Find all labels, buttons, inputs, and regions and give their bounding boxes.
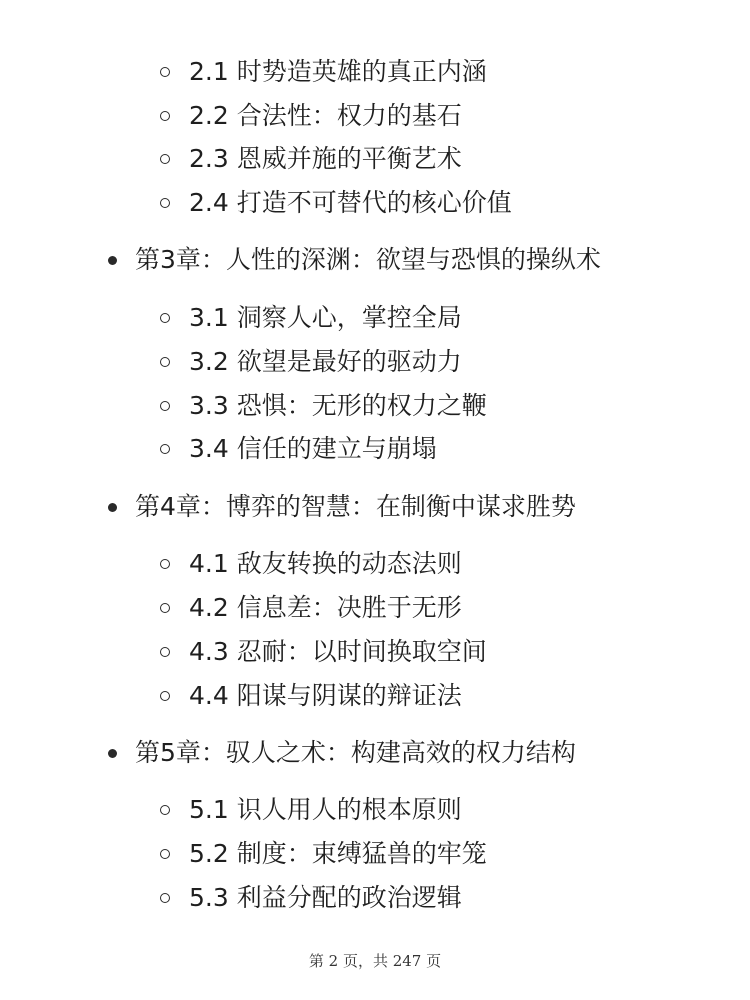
circle-bullet-icon [160,603,170,613]
chapter-title: 第5章：驭人之术：构建高效的权力结构 [135,738,576,767]
outline-item-section [160,100,462,132]
section-title: 3.1 洞察人心，掌控全局 [189,303,462,332]
section-title: 2.4 打造不可替代的核心价值 [189,188,512,217]
circle-bullet-icon [160,691,170,701]
section-title: 3.4 信任的建立与崩塌 [189,434,437,463]
outline-item-section [160,794,462,826]
section-title: 5.2 制度：束缚猛兽的牢笼 [189,839,487,868]
circle-bullet-icon [160,849,170,859]
section-title: 2.3 恩威并施的平衡艺术 [189,144,462,173]
outline-item-section [160,390,487,422]
circle-bullet-icon [160,805,170,815]
circle-bullet-icon [160,313,170,323]
outline-item-section [160,302,462,334]
circle-bullet-icon [160,647,170,657]
outline-item-section [160,592,462,624]
disc-bullet-icon [108,256,117,265]
outline-item-chapter [108,491,576,523]
circle-bullet-icon [160,401,170,411]
section-title: 3.3 恐惧：无形的权力之鞭 [189,391,487,420]
outline-item-section [160,433,437,465]
circle-bullet-icon [160,559,170,569]
section-title: 4.2 信息差：决胜于无形 [189,593,462,622]
outline-item-section [160,56,487,88]
circle-bullet-icon [160,893,170,903]
circle-bullet-icon [160,154,170,164]
chapter-title: 第3章：人性的深渊：欲望与恐惧的操纵术 [135,245,601,274]
outline-item-section [160,882,462,914]
section-title: 2.1 时势造英雄的真正内涵 [189,57,487,86]
section-title: 2.2 合法性：权力的基石 [189,101,462,130]
circle-bullet-icon [160,357,170,367]
section-title: 4.1 敌友转换的动态法则 [189,549,462,578]
circle-bullet-icon [160,67,170,77]
outline-item-section [160,636,487,668]
page-number-footer: 第 2 页，共 247 页 [308,952,442,970]
outline-item-section [160,187,512,219]
section-title: 4.4 阳谋与阴谋的辩证法 [189,681,462,710]
section-title: 5.1 识人用人的根本原则 [189,795,462,824]
outline-item-chapter [108,244,601,276]
outline-item-section [160,680,462,712]
disc-bullet-icon [108,749,117,758]
outline-item-section [160,346,462,378]
section-title: 3.2 欲望是最好的驱动力 [189,347,462,376]
circle-bullet-icon [160,444,170,454]
outline-item-chapter [108,737,576,769]
disc-bullet-icon [108,503,117,512]
circle-bullet-icon [160,111,170,121]
chapter-title: 第4章：博弈的智慧：在制衡中谋求胜势 [135,492,576,521]
section-title: 4.3 忍耐：以时间换取空间 [189,637,487,666]
outline-item-section [160,838,487,870]
outline-item-section [160,143,462,175]
circle-bullet-icon [160,198,170,208]
outline-item-section [160,548,462,580]
section-title: 5.3 利益分配的政治逻辑 [189,883,462,912]
